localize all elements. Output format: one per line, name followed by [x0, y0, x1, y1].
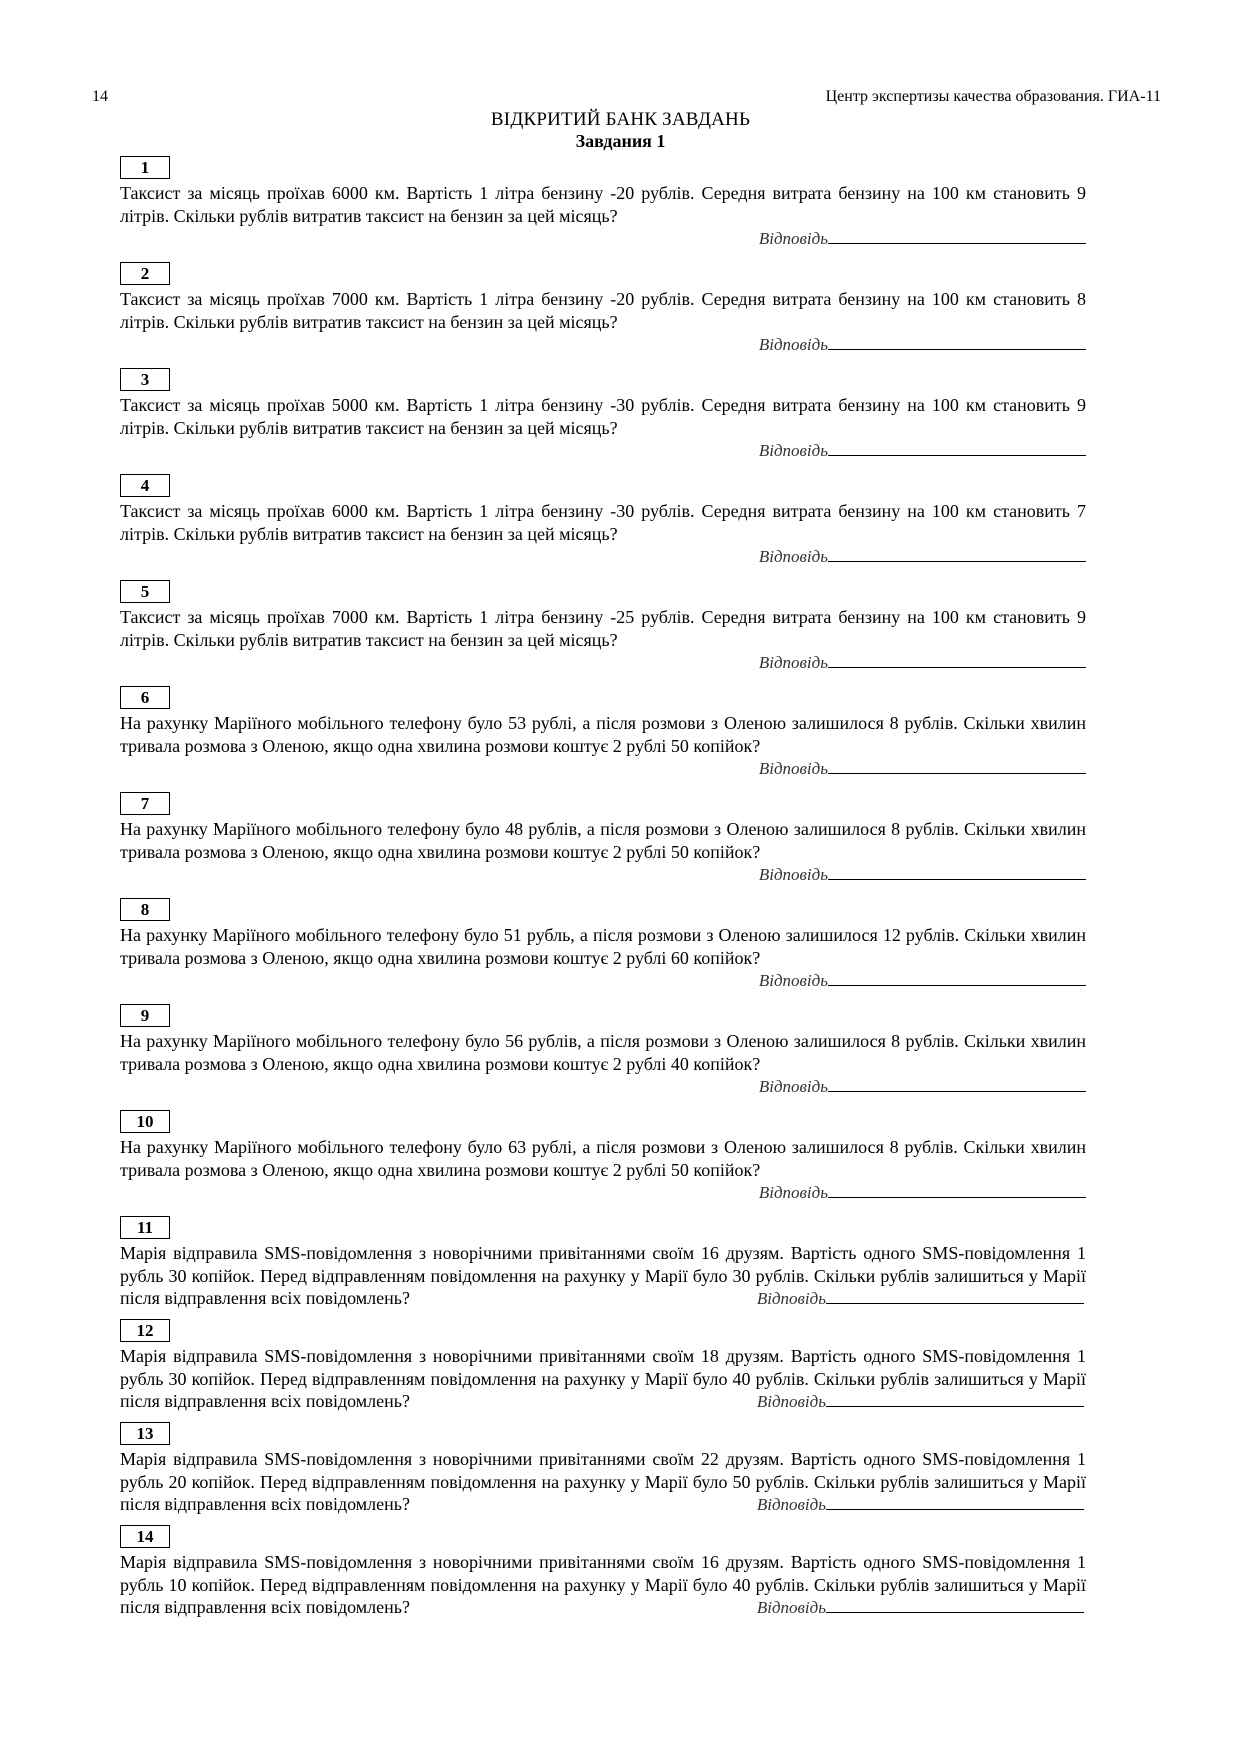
task-item: [120, 1110, 1086, 1203]
task-number: 8: [120, 898, 170, 921]
task-text-last: рублів залишиться у Марії після відправлення всіх повідомлень?: [120, 1368, 1086, 1411]
task-number: 5: [120, 580, 170, 603]
task-item: [120, 156, 1086, 249]
answer-row: [120, 545, 1086, 567]
answer-row: [120, 863, 1086, 885]
task-number: 6: [120, 686, 170, 709]
answer-label: Відповідь: [758, 759, 828, 778]
answer-field[interactable]: [828, 1075, 1086, 1092]
task-item: [120, 1525, 1086, 1620]
answer-field[interactable]: [828, 1181, 1086, 1198]
task-number: 1: [120, 156, 170, 179]
task-item: [120, 474, 1086, 567]
task-item: [120, 792, 1086, 885]
document-title: ВІДКРИТИЙ БАНК ЗАВДАНЬ: [490, 109, 751, 130]
answer-field[interactable]: [826, 1390, 1084, 1407]
task-text: Таксист за місяць проїхав 5000 км. Вартість 1 літра бензину -30 рублів. Середня витрата бензину на 100 км становить 9 літрів. Скільки рублів витратив таксист на бензин за цей місяць?: [120, 395, 1086, 438]
answer-row: [120, 969, 1086, 991]
task-text: На рахунку Маріїного мобільного телефону було 63 рублі, а після розмови з Оленою залишилося 8 рублів. Скільки хвилин тривала розмова з Оленою, якщо одна хвилина розмови коштує 2 рублі 50 копійок?: [120, 1137, 1086, 1180]
answer-row: [757, 1287, 1084, 1311]
task-number: 14: [120, 1525, 170, 1548]
answer-label: Відповідь: [758, 229, 828, 248]
answer-row: [120, 651, 1086, 673]
answer-label: Відповідь: [758, 865, 828, 884]
answer-label: Відповідь: [756, 1495, 826, 1514]
task-item: [120, 1422, 1086, 1517]
task-text-main: Марія відправила SMS-повідомлення з новорічними привітаннями своїм 22 друзям. Вартість одного SMS-повідомлення 1 рубль 20 копійок. Перед відправленням повідомлення на рахунку у Марії було 50 рублів. Скільки: [120, 1449, 1086, 1492]
task-item: [120, 1319, 1086, 1414]
task-text-last: рублів залишиться у Марії після відправлення всіх повідомлень?: [120, 1574, 1086, 1617]
answer-label: Відповідь: [758, 335, 828, 354]
answer-row: [120, 1075, 1086, 1097]
answer-field[interactable]: [828, 863, 1086, 880]
answer-row: [120, 227, 1086, 249]
answer-row: [120, 439, 1086, 461]
answer-field[interactable]: [826, 1287, 1084, 1304]
task-text-main: Марія відправила SMS-повідомлення з новорічними привітаннями своїм 18 друзям. Вартість одного SMS-повідомлення 1 рубль 30 копійок. Перед відправленням повідомлення на рахунку у Марії було 40 рублів. Скільки: [120, 1346, 1086, 1389]
task-number: 7: [120, 792, 170, 815]
task-text: Таксист за місяць проїхав 6000 км. Вартість 1 літра бензину -30 рублів. Середня витрата бензину на 100 км становить 7 літрів. Скільки рублів витратив таксист на бензин за цей місяць?: [120, 501, 1086, 544]
answer-row: [757, 1493, 1084, 1517]
task-text: На рахунку Маріїного мобільного телефону було 51 рубль, а після розмови з Оленою залишилося 12 рублів. Скільки хвилин тривала розмова з Оленою, якщо одна хвилина розмови коштує 2 рублі 60 копійок?: [120, 925, 1086, 968]
task-number: 13: [120, 1422, 170, 1445]
answer-row: [757, 1596, 1084, 1620]
task-text: Таксист за місяць проїхав 6000 км. Вартість 1 літра бензину -20 рублів. Середня витрата бензину на 100 км становить 9 літрів. Скільки рублів витратив таксист на бензин за цей місяць?: [120, 183, 1086, 226]
answer-field[interactable]: [828, 651, 1086, 668]
answer-label: Відповідь: [756, 1289, 826, 1308]
task-number: 12: [120, 1319, 170, 1342]
task-text: [120, 1242, 1086, 1311]
answer-field[interactable]: [828, 969, 1086, 986]
task-item: [120, 1004, 1086, 1097]
task-item: [120, 262, 1086, 355]
task-text-last: рублів залишиться у Марії після відправлення всіх повідомлень?: [120, 1471, 1086, 1514]
answer-row: [757, 1390, 1084, 1414]
task-text: [120, 1448, 1086, 1517]
header-source: Центр экспертизы качества образования. ГИА-11: [825, 88, 1161, 105]
answer-row: [120, 757, 1086, 779]
answer-field[interactable]: [828, 439, 1086, 456]
answer-field[interactable]: [828, 227, 1086, 244]
task-number: 3: [120, 368, 170, 391]
answer-row: [120, 1181, 1086, 1203]
task-number: 11: [120, 1216, 170, 1239]
task-text-main: Марія відправила SMS-повідомлення з новорічними привітаннями своїм 16 друзям. Вартість одного SMS-повідомлення 1 рубль 30 копійок. Перед відправленням повідомлення на рахунку у Марії було 30 рублів. Скільки: [120, 1243, 1086, 1286]
answer-row: [120, 333, 1086, 355]
answer-field[interactable]: [826, 1493, 1084, 1510]
answer-field[interactable]: [826, 1596, 1084, 1613]
task-text-last: рублів залишиться у Марії після відправлення всіх повідомлень?: [120, 1265, 1086, 1308]
document-subtitle: Завдания 1: [575, 131, 666, 151]
task-text: На рахунку Маріїного мобільного телефону було 56 рублів, а після розмови з Оленою залишилося 8 рублів. Скільки хвилин тривала розмова з Оленою, якщо одна хвилина розмови коштує 2 рублі 40 копійок?: [120, 1031, 1086, 1074]
task-number: 10: [120, 1110, 170, 1133]
task-text: На рахунку Маріїного мобільного телефону було 48 рублів, а після розмови з Оленою залишилося 8 рублів. Скільки хвилин тривала розмова з Оленою, якщо одна хвилина розмови коштує 2 рублі 50 копійок?: [120, 819, 1086, 862]
answer-field[interactable]: [828, 757, 1086, 774]
task-text: [120, 1345, 1086, 1414]
page-number: 14: [92, 88, 108, 105]
task-text: На рахунку Маріїного мобільного телефону було 53 рублі, а після розмови з Оленою залишилося 8 рублів. Скільки хвилин тривала розмова з Оленою, якщо одна хвилина розмови коштує 2 рублі 50 копійок?: [120, 713, 1086, 756]
task-item: [120, 580, 1086, 673]
answer-label: Відповідь: [758, 1183, 828, 1202]
answer-label: Відповідь: [758, 653, 828, 672]
task-text: Таксист за місяць проїхав 7000 км. Вартість 1 літра бензину -20 рублів. Середня витрата бензину на 100 км становить 8 літрів. Скільки рублів витратив таксист на бензин за цей місяць?: [120, 289, 1086, 332]
answer-field[interactable]: [828, 333, 1086, 350]
answer-label: Відповідь: [756, 1392, 826, 1411]
task-text: [120, 1551, 1086, 1620]
task-number: 4: [120, 474, 170, 497]
answer-label: Відповідь: [758, 971, 828, 990]
answer-label: Відповідь: [756, 1598, 826, 1617]
answer-field[interactable]: [828, 545, 1086, 562]
task-item: [120, 1216, 1086, 1311]
task-item: [120, 368, 1086, 461]
answer-label: Відповідь: [758, 1077, 828, 1096]
task-number: 9: [120, 1004, 170, 1027]
task-item: [120, 686, 1086, 779]
task-text-main: Марія відправила SMS-повідомлення з новорічними привітаннями своїм 16 друзям. Вартість одного SMS-повідомлення 1 рубль 10 копійок. Перед відправленням повідомлення на рахунку у Марії було 40 рублів. Скільки: [120, 1552, 1086, 1595]
answer-label: Відповідь: [758, 441, 828, 460]
task-number: 2: [120, 262, 170, 285]
task-item: [120, 898, 1086, 991]
answer-label: Відповідь: [758, 547, 828, 566]
task-text: Таксист за місяць проїхав 7000 км. Вартість 1 літра бензину -25 рублів. Середня витрата бензину на 100 км становить 9 літрів. Скільки рублів витратив таксист на бензин за цей місяць?: [120, 607, 1086, 650]
